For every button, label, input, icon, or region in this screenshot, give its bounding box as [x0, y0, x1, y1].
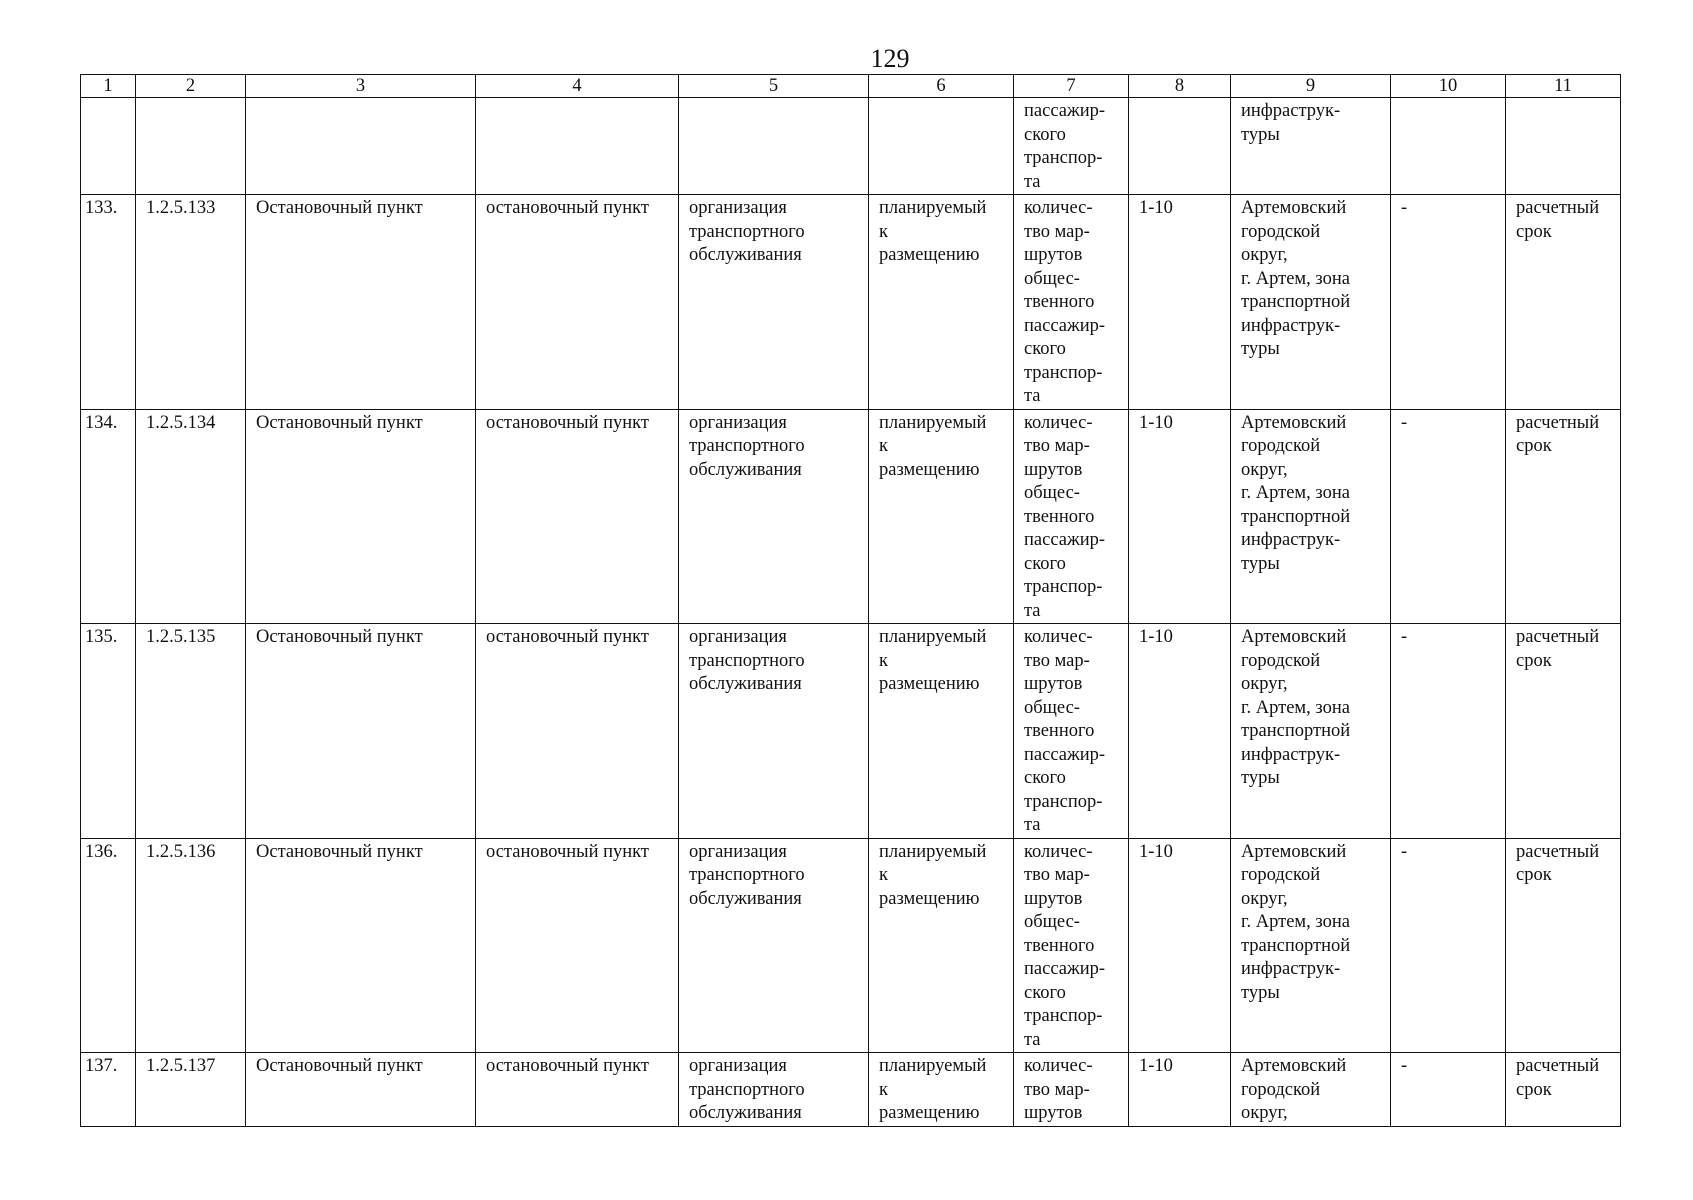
zone-cell: - [1391, 195, 1506, 410]
header-cell: 5 [679, 75, 869, 98]
cell-line: размещению [879, 674, 980, 694]
status-cell [869, 1053, 1014, 1127]
status-cell [869, 409, 1014, 624]
table-row [81, 195, 1621, 410]
cell-line: инфраструк- [1241, 315, 1341, 336]
location-cell [1231, 98, 1391, 195]
code-cell: 1.2.5.133 [136, 195, 246, 410]
cell-line: общес- [1024, 268, 1080, 289]
cell-line: к [879, 221, 888, 242]
name-cell: Остановочный пункт [246, 624, 476, 839]
name-cell: Остановочный пункт [246, 1053, 476, 1127]
cell-line: ского [1024, 982, 1066, 1003]
type-cell: остановочный пункт [476, 195, 679, 410]
cell-line: ского [1024, 768, 1066, 788]
table-cell [679, 98, 869, 195]
cell-line: ского [1024, 553, 1066, 574]
cell-line: та [1024, 386, 1041, 406]
cell-line: срок [1516, 865, 1552, 885]
purpose-cell [679, 838, 869, 1053]
cell-line: размещению [879, 1103, 980, 1123]
cell-line: транспортного [689, 221, 805, 242]
cell-line: транспортной [1241, 721, 1351, 741]
cell-line: срок [1516, 221, 1552, 242]
cell-line: тво мар- [1024, 221, 1090, 242]
value-cell: 1-10 [1129, 409, 1231, 624]
cell-line: шрутов [1024, 245, 1083, 265]
continuation-row [81, 98, 1621, 195]
cell-line: Артемовский [1241, 627, 1347, 647]
zone-cell: - [1391, 838, 1506, 1053]
cell-line: пассажир- [1024, 530, 1106, 550]
table-cell [1506, 98, 1621, 195]
cell-line: Артемовский [1241, 412, 1347, 433]
cell-line: к [879, 1079, 888, 1100]
cell-line: организация [689, 627, 787, 647]
cell-line: пассажир- [1024, 744, 1106, 765]
cell-line: г. Артем, зона [1241, 912, 1350, 932]
cell-line: организация [689, 198, 787, 218]
cell-line: обслуживания [689, 888, 802, 909]
term-cell [1506, 195, 1621, 410]
cell-line: транспор- [1024, 791, 1103, 812]
cell-line: обслуживания [689, 674, 802, 694]
cell-line: расчетный [1516, 841, 1600, 862]
table-cell [476, 98, 679, 195]
cell-line: пассажир- [1024, 315, 1106, 336]
location-cell [1231, 195, 1391, 410]
cell-line: инфраструк- [1241, 959, 1341, 979]
cell-line: расчетный [1516, 627, 1600, 647]
purpose-cell [679, 1053, 869, 1127]
table-cell [81, 98, 136, 195]
cell-line: транспортной [1241, 292, 1351, 312]
cell-line: планируемый [879, 627, 987, 647]
code-cell: 1.2.5.137 [136, 1053, 246, 1127]
cell-line: организация [689, 841, 787, 862]
cell-line: обслуживания [689, 459, 802, 480]
status-cell [869, 838, 1014, 1053]
header-cell: 6 [869, 75, 1014, 98]
purpose-cell [679, 195, 869, 410]
term-cell [1506, 1053, 1621, 1127]
term-cell [1506, 624, 1621, 839]
code-cell: 1.2.5.136 [136, 838, 246, 1053]
cell-line: размещению [879, 459, 980, 480]
cell-line: расчетный [1516, 412, 1600, 433]
cell-line: г. Артем, зона [1241, 697, 1350, 718]
cell-line: срок [1516, 1079, 1552, 1100]
page-number: 129 [870, 44, 910, 73]
header-cell: 11 [1506, 75, 1621, 98]
cell-line: транспортного [689, 1079, 805, 1100]
cell-line: размещению [879, 888, 980, 909]
cell-line: к [879, 865, 888, 885]
table-cell [1129, 98, 1231, 195]
cell-line: та [1024, 815, 1041, 835]
characteristic-cell [1014, 624, 1129, 839]
cell-line: количес- [1024, 198, 1093, 218]
cell-line: размещению [879, 245, 980, 265]
cell-line: общес- [1024, 912, 1080, 932]
name-cell: Остановочный пункт [246, 838, 476, 1053]
cell-line: количес- [1024, 841, 1093, 862]
cell-line: туры [1241, 768, 1280, 788]
purpose-cell [679, 409, 869, 624]
header-cell: 3 [246, 75, 476, 98]
name-cell: Остановочный пункт [246, 195, 476, 410]
location-cell [1231, 409, 1391, 624]
characteristic-cell [1014, 1053, 1129, 1127]
cell-line: транспортной [1241, 935, 1351, 956]
table-row [81, 838, 1621, 1053]
cell-line: тво мар- [1024, 865, 1090, 885]
type-cell: остановочный пункт [476, 1053, 679, 1127]
name-cell: Остановочный пункт [246, 409, 476, 624]
purpose-cell [679, 624, 869, 839]
table-row [81, 1053, 1621, 1127]
table-row [81, 409, 1621, 624]
cell-line: та [1024, 1029, 1041, 1050]
value-cell: 1-10 [1129, 624, 1231, 839]
cell-line: срок [1516, 436, 1552, 456]
row-number-cell: 134. [81, 409, 136, 624]
header-cell: 1 [81, 75, 136, 98]
cell-line: транспор- [1024, 577, 1103, 597]
cell-line: Артемовский [1241, 841, 1347, 862]
cell-line: туры [1241, 124, 1280, 145]
row-number-cell: 137. [81, 1053, 136, 1127]
zone-cell: - [1391, 1053, 1506, 1127]
cell-line: срок [1516, 650, 1552, 671]
characteristic-cell [1014, 838, 1129, 1053]
cell-line: общес- [1024, 483, 1080, 503]
cell-line: городской [1241, 865, 1321, 885]
header-cell: 10 [1391, 75, 1506, 98]
objects-table [80, 74, 1621, 1127]
cell-line: городской [1241, 1079, 1321, 1100]
term-cell [1506, 409, 1621, 624]
characteristic-cell [1014, 409, 1129, 624]
value-cell: 1-10 [1129, 1053, 1231, 1127]
cell-line: округ, [1241, 245, 1288, 265]
value-cell: 1-10 [1129, 838, 1231, 1053]
cell-line: инфраструк- [1241, 744, 1341, 765]
cell-line: планируемый [879, 198, 987, 218]
cell-line: туры [1241, 553, 1280, 574]
cell-line: шрутов [1024, 888, 1083, 909]
row-number-cell: 135. [81, 624, 136, 839]
location-cell [1231, 838, 1391, 1053]
zone-cell: - [1391, 624, 1506, 839]
table-cell [869, 98, 1014, 195]
term-cell [1506, 838, 1621, 1053]
cell-line: транспортного [689, 650, 805, 671]
cell-line: шрутов [1024, 1103, 1083, 1123]
cell-line: тво мар- [1024, 650, 1090, 671]
cell-line: количес- [1024, 1056, 1093, 1076]
cell-line: твенного [1024, 721, 1095, 741]
type-cell: остановочный пункт [476, 838, 679, 1053]
cell-line: организация [689, 412, 787, 433]
location-cell [1231, 1053, 1391, 1127]
code-cell: 1.2.5.134 [136, 409, 246, 624]
cell-line: пассажир- [1024, 101, 1106, 121]
cell-line: ского [1024, 339, 1066, 359]
cell-line: округ, [1241, 888, 1288, 909]
cell-line: округ, [1241, 459, 1288, 480]
header-cell: 8 [1129, 75, 1231, 98]
cell-line: округ, [1241, 674, 1288, 694]
cell-line: твенного [1024, 506, 1095, 527]
cell-line: та [1024, 600, 1041, 621]
type-cell: остановочный пункт [476, 624, 679, 839]
row-number-cell: 133. [81, 195, 136, 410]
cell-line: транспор- [1024, 362, 1103, 383]
cell-line: транспортного [689, 436, 805, 456]
cell-line: обслуживания [689, 1103, 802, 1123]
cell-line: та [1024, 171, 1041, 192]
location-cell [1231, 624, 1391, 839]
cell-line: транспортного [689, 865, 805, 885]
code-cell: 1.2.5.135 [136, 624, 246, 839]
table-row [81, 624, 1621, 839]
cell-line: инфраструк- [1241, 101, 1341, 121]
header-cell: 2 [136, 75, 246, 98]
cell-line: округ, [1241, 1103, 1288, 1123]
header-cell: 9 [1231, 75, 1391, 98]
header-cell: 7 [1014, 75, 1129, 98]
cell-line: городской [1241, 436, 1321, 456]
cell-line: к [879, 436, 888, 456]
header-row [81, 75, 1621, 98]
cell-line: шрутов [1024, 459, 1083, 480]
cell-line: ского [1024, 124, 1066, 145]
row-number-cell: 136. [81, 838, 136, 1053]
cell-line: транспор- [1024, 1006, 1103, 1026]
cell-line: планируемый [879, 841, 987, 862]
cell-line: количес- [1024, 627, 1093, 647]
cell-line: туры [1241, 339, 1280, 359]
cell-line: Артемовский [1241, 198, 1347, 218]
table-cell [1391, 98, 1506, 195]
cell-line: транспортной [1241, 506, 1351, 527]
table-cell [246, 98, 476, 195]
value-cell: 1-10 [1129, 195, 1231, 410]
cell-line: планируемый [879, 412, 987, 433]
status-cell [869, 195, 1014, 410]
cell-line: обслуживания [689, 245, 802, 265]
cell-line: пассажир- [1024, 959, 1106, 979]
cell-line: городской [1241, 221, 1321, 242]
cell-line: Артемовский [1241, 1056, 1347, 1076]
cell-line: г. Артем, зона [1241, 483, 1350, 503]
characteristic-cell [1014, 98, 1129, 195]
cell-line: тво мар- [1024, 436, 1090, 456]
cell-line: твенного [1024, 292, 1095, 312]
zone-cell: - [1391, 409, 1506, 624]
status-cell [869, 624, 1014, 839]
cell-line: организация [689, 1056, 787, 1076]
cell-line: расчетный [1516, 1056, 1600, 1076]
cell-line: шрутов [1024, 674, 1083, 694]
characteristic-cell [1014, 195, 1129, 410]
cell-line: городской [1241, 650, 1321, 671]
cell-line: тво мар- [1024, 1079, 1090, 1100]
cell-line: расчетный [1516, 198, 1600, 218]
type-cell: остановочный пункт [476, 409, 679, 624]
cell-line: планируемый [879, 1056, 987, 1076]
cell-line: к [879, 650, 888, 671]
cell-line: туры [1241, 982, 1280, 1003]
cell-line: твенного [1024, 935, 1095, 956]
cell-line: г. Артем, зона [1241, 268, 1350, 289]
cell-line: общес- [1024, 697, 1080, 718]
table-cell [136, 98, 246, 195]
header-cell: 4 [476, 75, 679, 98]
cell-line: транспор- [1024, 148, 1103, 168]
cell-line: инфраструк- [1241, 530, 1341, 550]
cell-line: количес- [1024, 412, 1093, 433]
